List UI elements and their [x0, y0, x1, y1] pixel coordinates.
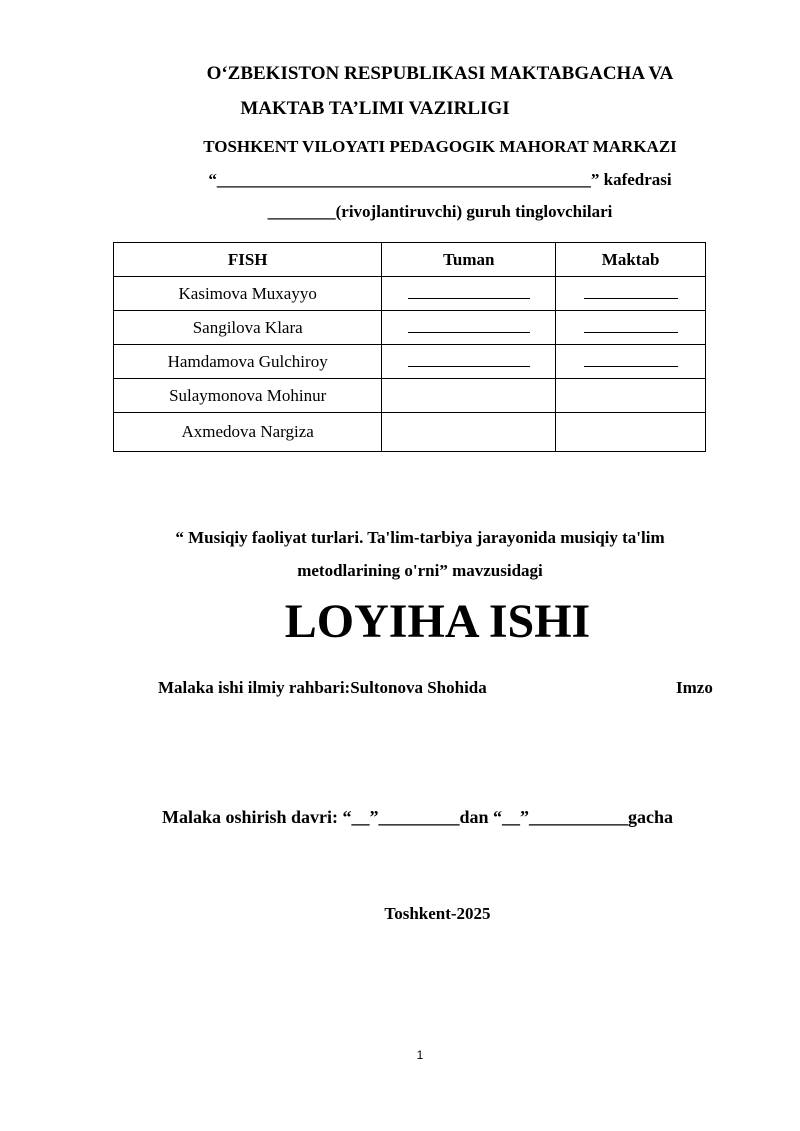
- fish-cell: Hamdamova Gulchiroy: [114, 345, 382, 379]
- fish-cell: Kasimova Muxayyo: [114, 277, 382, 311]
- ministry-line-1: O‘ZBEKISTON RESPUBLIKASI MAKTABGACHA VA: [206, 63, 674, 84]
- fish-cell: Sulaymonova Mohinur: [114, 379, 382, 413]
- tuman-blank: [408, 318, 530, 333]
- tuman-cell: [382, 413, 556, 452]
- tuman-cell: [382, 379, 556, 413]
- center-name: TOSHKENT VILOYATI PEDAGOGIK MAHORAT MARKAZI: [203, 137, 677, 156]
- table-row: [114, 345, 706, 379]
- tuman-cell: [382, 311, 556, 345]
- training-period-line: Malaka oshirish davri: “__”_________dan “__”___________gacha: [162, 807, 674, 827]
- page-number: 1: [416, 1048, 424, 1062]
- signature-label: Imzo: [676, 678, 713, 697]
- fish-cell: Sangilova Klara: [114, 311, 382, 345]
- tuman-blank: [408, 352, 530, 367]
- topic-line-2: metodlarining o'rni” mavzusidagi: [297, 561, 543, 580]
- fish-cell: Axmedova Nargiza: [114, 413, 382, 452]
- listeners-table: [113, 242, 706, 452]
- table-row: [114, 277, 706, 311]
- maktab-cell: [556, 413, 706, 452]
- maktab-cell: [556, 379, 706, 413]
- table-row: [114, 311, 706, 345]
- maktab-blank: [584, 352, 678, 367]
- ministry-line-2: MAKTAB TA’LIMI VAZIRLIGI: [240, 98, 510, 119]
- group-line: ________(rivojlantiruvchi) guruh tinglovchilari: [267, 202, 613, 221]
- maktab-cell: [556, 311, 706, 345]
- table-row: [114, 379, 706, 413]
- maktab-blank: [584, 318, 678, 333]
- supervisor-line: Malaka ishi ilmiy rahbari:Sultonova Shohida: [158, 678, 487, 697]
- maktab-cell: [556, 277, 706, 311]
- main-title: LOYIHA ISHI: [284, 595, 591, 648]
- tuman-cell: [382, 345, 556, 379]
- maktab-blank: [584, 284, 678, 299]
- maktab-cell: [556, 345, 706, 379]
- table-header-row: [114, 243, 706, 277]
- header-fish: FISH: [114, 243, 382, 277]
- city-year: Toshkent-2025: [384, 904, 491, 923]
- kafedra-line: “____________________________________________” kafedrasi: [208, 170, 672, 189]
- tuman-cell: [382, 277, 556, 311]
- header-maktab: Maktab: [556, 243, 706, 277]
- table-row: [114, 413, 706, 452]
- topic-line-1: “ Musiqiy faoliyat turlari. Ta'lim-tarbiya jarayonida musiqiy ta'lim: [175, 528, 665, 547]
- header-tuman: Tuman: [382, 243, 556, 277]
- tuman-blank: [408, 284, 530, 299]
